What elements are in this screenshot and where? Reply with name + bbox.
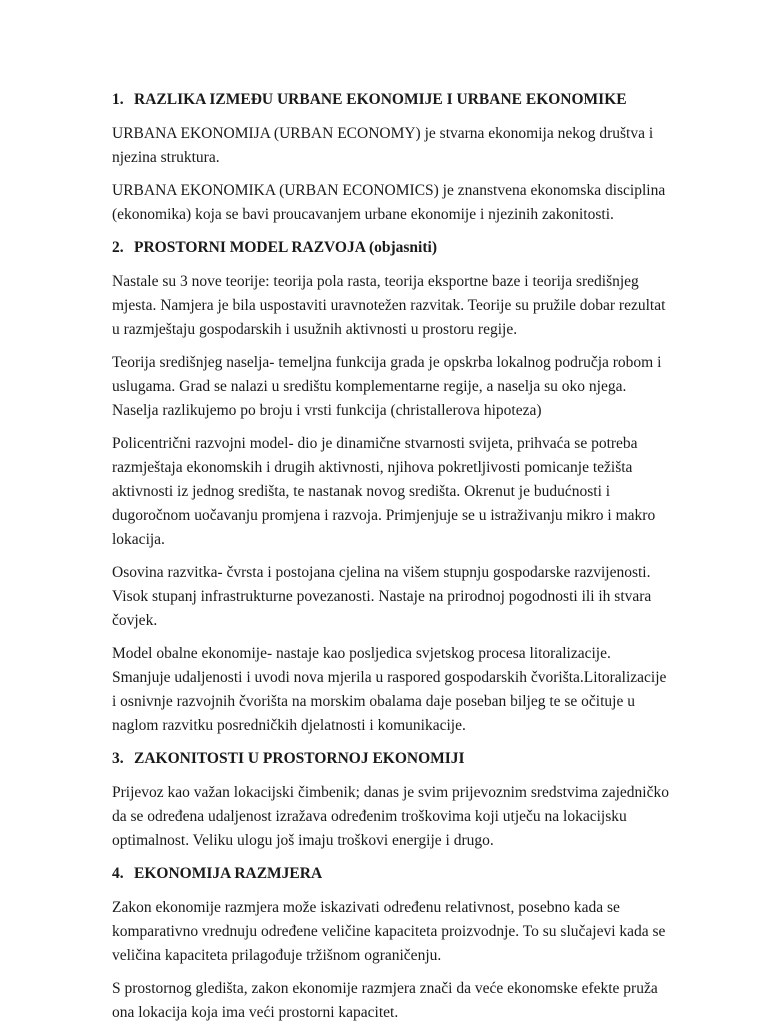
section-number: 4.: [112, 865, 124, 882]
paragraph: Zakon ekonomije razmjera može iskazivati određenu relativnost, posebno kada se komparativno vrednuju određene veličine kapaciteta proizvodnje. To su slučajevi kada se veličina kapaciteta prilagođuje tržišnom ograničenju.: [112, 899, 666, 964]
paragraph: Prijevoz kao važan lokacijski čimbenik; danas je svim prijevoznim sredstvima zajedničko da se određena udaljenost izražava određenim troškovima koji utječu na lokacijsku optimalnost. Veliku ulogu još imaju troškovi energije i drugo.: [112, 784, 669, 849]
paragraph: Nastale su 3 nove teorije: teorija pola rasta, teorija eksportne baze i teorija središnjeg mjesta. Namjera je bila uspostaviti uravnotežen razvitak. Teorije su pružile dobar rezultat u razmještaju gospodarskih i usužnih aktivnosti u prostoru regije.: [112, 273, 666, 338]
document-page: [112, 88, 672, 1034]
section-number: 1.: [112, 91, 124, 108]
section-number: 2.: [112, 239, 124, 256]
section-heading: [112, 747, 672, 771]
section-title: RAZLIKA IZMEĐU URBANE EKONOMIJE I URBANE EKONOMIKE: [134, 91, 627, 108]
section-2: [112, 236, 672, 738]
paragraph: URBANA EKONOMIKA (URBAN ECONOMICS) je znanstvena ekonomska disciplina (ekonomika) koja se bavi proucavanjem urbane ekonomije i njezinih zakonitosti.: [112, 182, 666, 223]
section-heading: [112, 862, 672, 886]
section-title: ZAKONITOSTI U PROSTORNOJ EKONOMIJI: [134, 750, 465, 767]
section-number: 3.: [112, 750, 124, 767]
paragraph: Teorija središnjeg naselja- temeljna funkcija grada je opskrba lokalnog područja robom i uslugama. Grad se nalazi u središtu komplementarne regije, a naselja su oko njega. Naselja razlikujemo po broju i vrsti funkcija (christallerova hipoteza): [112, 354, 662, 419]
section-heading: [112, 88, 672, 112]
section-heading: [112, 236, 672, 260]
section-title: EKONOMIJA RAZMJERA: [134, 865, 323, 882]
section-title: PROSTORNI MODEL RAZVOJA (objasniti): [134, 239, 437, 256]
section-1: [112, 88, 672, 227]
paragraph: Model obalne ekonomije- nastaje kao posljedica svjetskog procesa litoralizacije. Smanjuje udaljenosti i uvodi nova mjerila u raspored gospodarskih čvorišta.Litoralizacije i osnivnje razvojnih čvorišta na morskim obalama daje poseban biljeg te se očituje u naglom razvitku posredničkih djelatnosti i komunikacije.: [112, 645, 667, 734]
paragraph: URBANA EKONOMIJA (URBAN ECONOMY) je stvarna ekonomija nekog društva i njezina struktura.: [112, 125, 654, 166]
section-3: [112, 747, 672, 853]
paragraph: Policentrični razvojni model- dio je dinamične stvarnosti svijeta, prihvaća se potreba razmještaja ekonomskih i drugih aktivnosti, njihova pokretljivosti pomicanje težišta aktivnosti iz jednog središta, te nastanak novog središta. Okrenut je budućnosti i dugoročnom uočavanju promjena i razvoja. Primjenjuje se u istraživanju mikro i makro lokacija.: [112, 435, 656, 548]
paragraph: S prostornog gledišta, zakon ekonomije razmjera znači da veće ekonomske efekte pruža ona lokacija koja ima veći prostorni kapacitet.: [112, 980, 658, 1021]
paragraph: Osovina razvitka- čvrsta i postojana cjelina na višem stupnju gospodarske razvijenosti. Visok stupanj infrastrukturne povezanosti. Nastaje na prirodnoj pogodnosti ili ih stvara čovjek.: [112, 564, 652, 629]
section-4: [112, 862, 672, 1025]
